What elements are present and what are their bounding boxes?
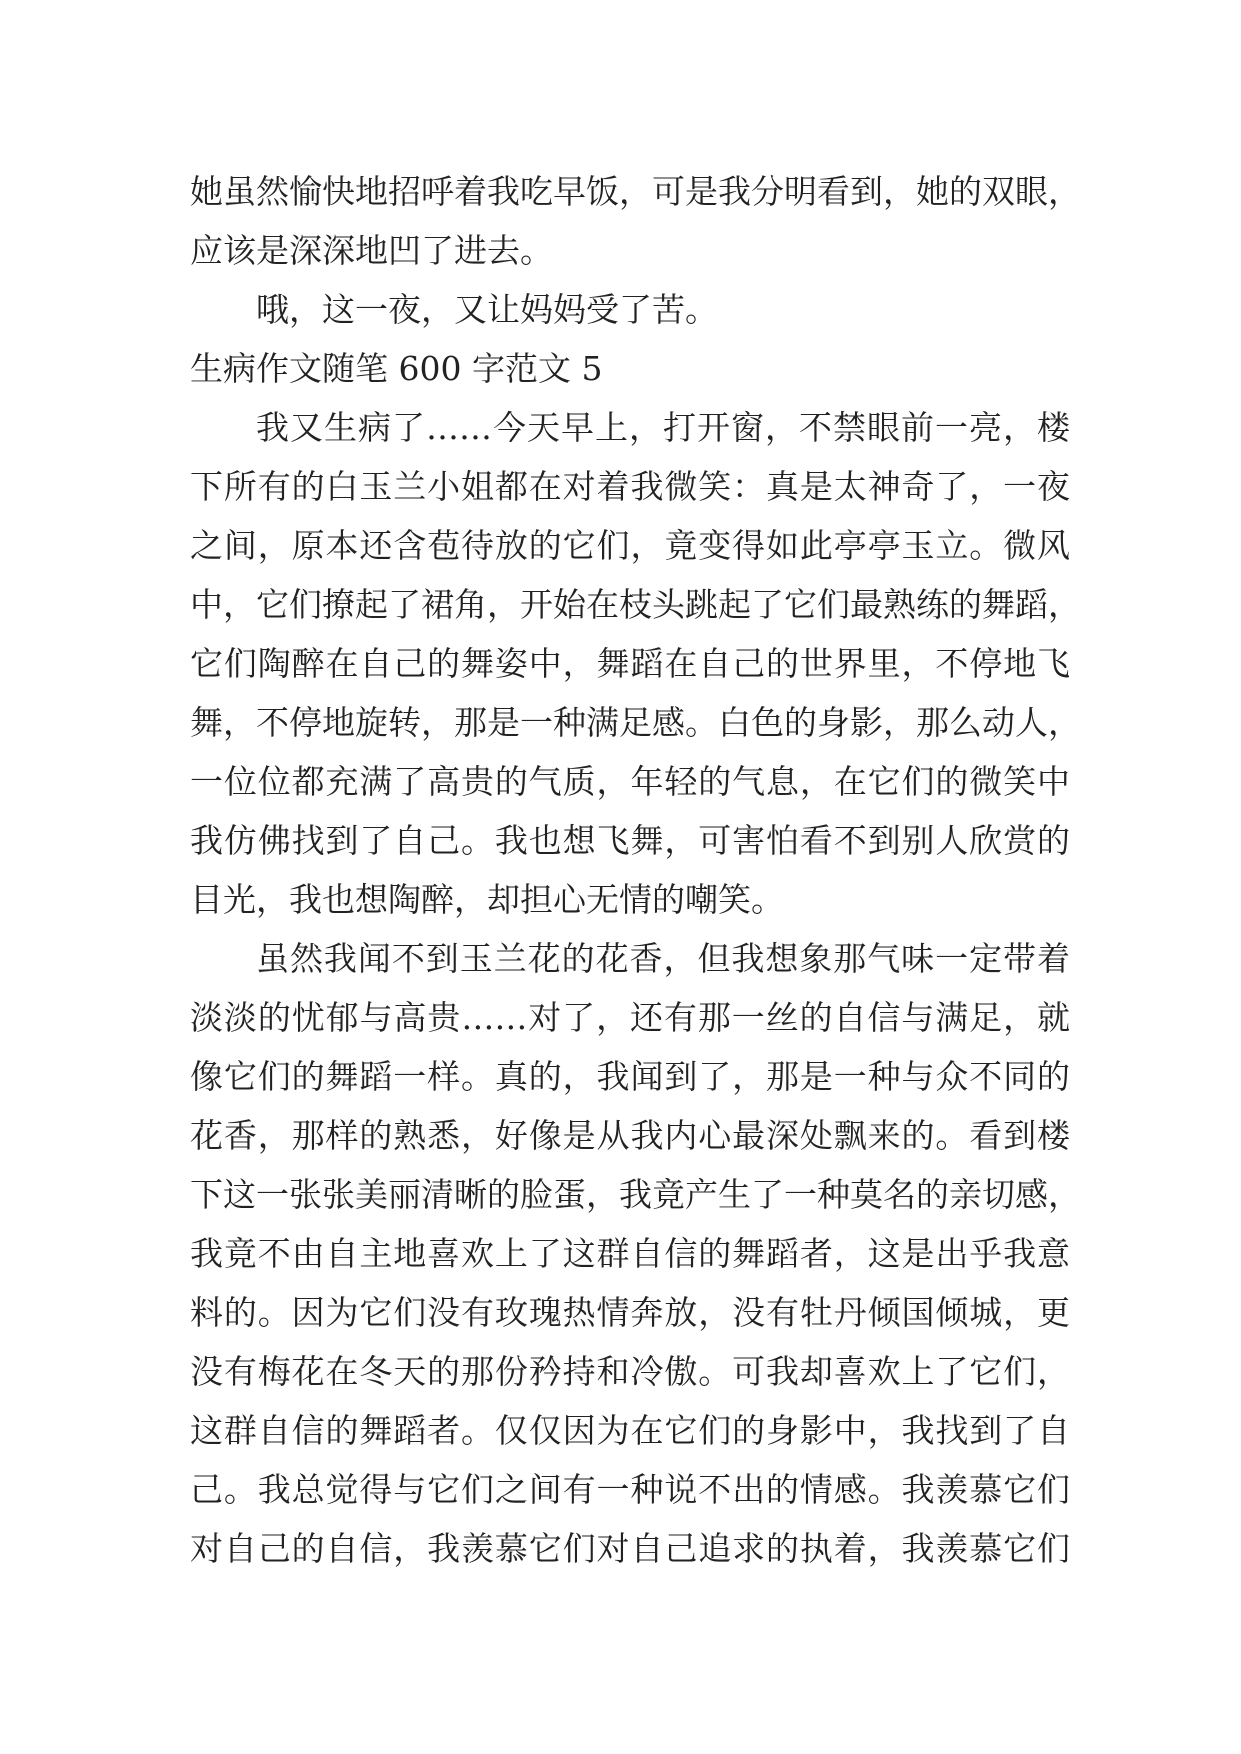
text-line: 它们陶醉在自己的舞姿中，舞蹈在自己的世界里，不停地飞: [190, 644, 1070, 683]
text-line: 下这一张张美丽清晰的脸蛋，我竟产生了一种莫名的亲切感，: [190, 1175, 1081, 1214]
text-line: 应该是深深地凹了进去。: [190, 231, 553, 270]
text-line: 目光，我也想陶醉，却担心无情的嘲笑。: [190, 880, 784, 919]
text-line: 下所有的白玉兰小姐都在对着我微笑：真是太神奇了，一夜: [190, 467, 1070, 506]
text-line: 料的。因为它们没有玫瑰热情奔放，没有牡丹倾国倾城，更: [190, 1293, 1070, 1332]
text-line: 淡淡的忧郁与高贵……对了，还有那一丝的自信与满足，就: [190, 998, 1070, 1037]
text-line: 虽然我闻不到玉兰花的花香，但我想象那气味一定带着: [256, 939, 1070, 978]
text-line: 没有梅花在冬天的那份矜持和冷傲。可我却喜欢上了它们，: [190, 1352, 1070, 1391]
section-heading: 生病作文随笔 600 字范文 5: [190, 349, 603, 388]
text-line: 己。我总觉得与它们之间有一种说不出的情感。我羡慕它们: [190, 1470, 1070, 1509]
text-line: 之间，原本还含苞待放的它们，竟变得如此亭亭玉立。微风: [190, 526, 1070, 565]
text-line: 花香，那样的熟悉，好像是从我内心最深处飘来的。看到楼: [190, 1116, 1070, 1155]
text-line: 舞，不停地旋转，那是一种满足感。白色的身影，那么动人，: [190, 703, 1081, 742]
text-line: 我又生病了……今天早上，打开窗，不禁眼前一亮，楼: [256, 408, 1070, 447]
text-line: 像它们的舞蹈一样。真的，我闻到了，那是一种与众不同的: [190, 1057, 1070, 1096]
text-line: 一位位都充满了高贵的气质，年轻的气息，在它们的微笑中: [190, 762, 1070, 801]
text-line: 我仿佛找到了自己。我也想飞舞，可害怕看不到别人欣赏的: [190, 821, 1070, 860]
document-page: [190, 162, 1081, 1578]
text-line: 对自己的自信，我羡慕它们对自己追求的执着，我羡慕它们: [190, 1529, 1070, 1568]
text-line: 这群自信的舞蹈者。仅仅因为在它们的身影中，我找到了自: [190, 1411, 1070, 1450]
text-line: 中，它们撩起了裙角，开始在枝头跳起了它们最熟练的舞蹈，: [190, 585, 1081, 624]
text-line: 她虽然愉快地招呼着我吃早饭，可是我分明看到，她的双眼，: [190, 172, 1081, 211]
text-line: 哦，这一夜，又让妈妈受了苦。: [256, 290, 718, 329]
text-line: 我竟不由自主地喜欢上了这群自信的舞蹈者，这是出乎我意: [190, 1234, 1070, 1273]
